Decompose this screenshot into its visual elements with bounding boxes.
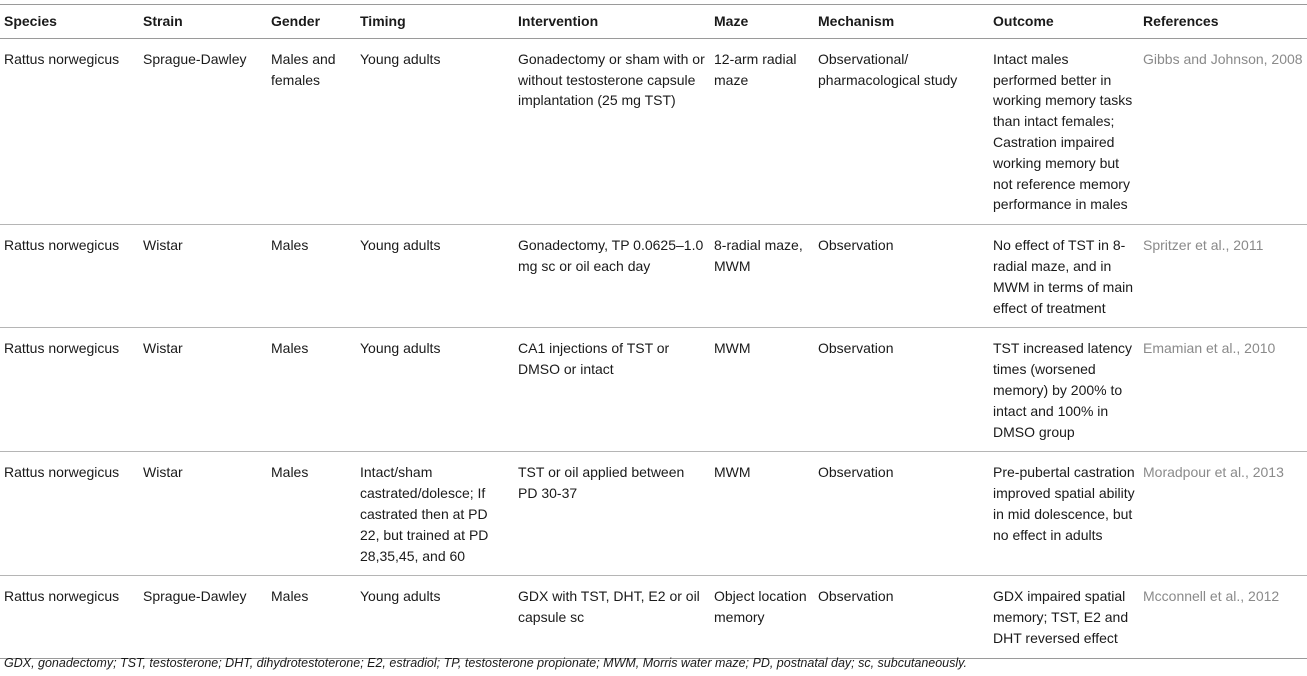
header-outcome: Outcome <box>989 5 1139 39</box>
cell-intervention: GDX with TST, DHT, E2 or oil capsule sc <box>514 576 710 658</box>
cell-strain: Sprague-Dawley <box>139 576 267 658</box>
header-maze: Maze <box>710 5 814 39</box>
cell-mechanism: Observational/ pharmacological study <box>814 38 989 224</box>
header-references: References <box>1139 5 1307 39</box>
table-footnote: GDX, gonadectomy; TST, testosterone; DHT, dihydrotestoterone; E2, estradiol; TP, testosterone propionate; MWM, Morris water maze; PD, postnatal day; sc, subcutaneously. <box>4 656 967 670</box>
cell-mechanism: Observation <box>814 328 989 452</box>
cell-outcome: No effect of TST in 8-radial maze, and in MWM in terms of main effect of treatment <box>989 225 1139 328</box>
header-intervention: Intervention <box>514 5 710 39</box>
cell-timing: Young adults <box>356 225 514 328</box>
cell-intervention: CA1 injections of TST or DMSO or intact <box>514 328 710 452</box>
cell-species: Rattus norwegicus <box>0 225 139 328</box>
cell-mechanism: Observation <box>814 576 989 658</box>
cell-reference-link[interactable]: Gibbs and Johnson, 2008 <box>1139 38 1307 224</box>
cell-gender: Males <box>267 452 356 576</box>
header-species: Species <box>0 5 139 39</box>
cell-gender: Males <box>267 328 356 452</box>
header-row <box>0 5 1307 39</box>
cell-intervention: Gonadectomy or sham with or without testosterone capsule implantation (25 mg TST) <box>514 38 710 224</box>
header-gender: Gender <box>267 5 356 39</box>
cell-strain: Wistar <box>139 328 267 452</box>
cell-gender: Males and females <box>267 38 356 224</box>
table-row <box>0 452 1307 576</box>
cell-reference-link[interactable]: Mcconnell et al., 2012 <box>1139 576 1307 658</box>
cell-maze: Object location memory <box>710 576 814 658</box>
cell-strain: Wistar <box>139 452 267 576</box>
cell-outcome: Intact males performed better in working memory tasks than intact females; Castration impaired working memory but not reference memory performance in males <box>989 38 1139 224</box>
cell-maze: 12-arm radial maze <box>710 38 814 224</box>
data-table <box>0 4 1307 659</box>
cell-strain: Sprague-Dawley <box>139 38 267 224</box>
cell-species: Rattus norwegicus <box>0 452 139 576</box>
cell-gender: Males <box>267 576 356 658</box>
table-row <box>0 225 1307 328</box>
cell-timing: Young adults <box>356 38 514 224</box>
cell-outcome: Pre-pubertal castration improved spatial ability in mid dolescence, but no effect in adults <box>989 452 1139 576</box>
header-timing: Timing <box>356 5 514 39</box>
cell-reference-link[interactable]: Spritzer et al., 2011 <box>1139 225 1307 328</box>
table-row <box>0 576 1307 658</box>
cell-timing: Young adults <box>356 328 514 452</box>
cell-reference-link[interactable]: Emamian et al., 2010 <box>1139 328 1307 452</box>
header-strain: Strain <box>139 5 267 39</box>
cell-strain: Wistar <box>139 225 267 328</box>
cell-intervention: TST or oil applied between PD 30-37 <box>514 452 710 576</box>
table-row <box>0 328 1307 452</box>
cell-maze: 8-radial maze, MWM <box>710 225 814 328</box>
cell-mechanism: Observation <box>814 225 989 328</box>
cell-species: Rattus norwegicus <box>0 328 139 452</box>
header-mechanism: Mechanism <box>814 5 989 39</box>
table-row <box>0 38 1307 224</box>
cell-species: Rattus norwegicus <box>0 576 139 658</box>
cell-mechanism: Observation <box>814 452 989 576</box>
cell-intervention: Gonadectomy, TP 0.0625–1.0 mg sc or oil each day <box>514 225 710 328</box>
cell-maze: MWM <box>710 452 814 576</box>
cell-reference-link[interactable]: Moradpour et al., 2013 <box>1139 452 1307 576</box>
cell-outcome: TST increased latency times (worsened memory) by 200% to intact and 100% in DMSO group <box>989 328 1139 452</box>
cell-species: Rattus norwegicus <box>0 38 139 224</box>
cell-timing: Young adults <box>356 576 514 658</box>
cell-gender: Males <box>267 225 356 328</box>
cell-outcome: GDX impaired spatial memory; TST, E2 and DHT reversed effect <box>989 576 1139 658</box>
cell-timing: Intact/sham castrated/dolesce; If castrated then at PD 22, but trained at PD 28,35,45, and 60 <box>356 452 514 576</box>
cell-maze: MWM <box>710 328 814 452</box>
